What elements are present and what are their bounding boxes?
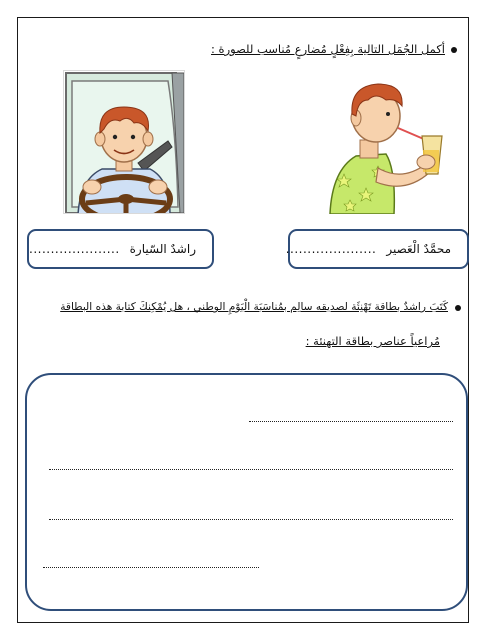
bullet-point-2: [455, 305, 461, 311]
sentence-subject-mohammed: محمَّدٌ الْعَصير: [386, 242, 451, 256]
writing-line-1[interactable]: [249, 421, 453, 422]
boy-drinking-illustration: [326, 70, 446, 214]
bullet-point-1: [451, 47, 457, 53]
writing-line-3[interactable]: [49, 519, 453, 520]
question-2-instruction-line1: كَتَبَ راشدٌ بطاقة تَهْنِئَة لصديقه سالِم بمُناسَبَة الْيَوْمِ الوطني ، هل يُمْكِنكَ كتابة هذه البطاقة: [60, 301, 448, 313]
writing-line-2[interactable]: [49, 469, 453, 470]
answer-box-juice[interactable]: [285, 229, 469, 269]
boy-drinking-juice-picture: [326, 70, 446, 214]
sentence-subject-rashed: راشدٌ السّيارة: [129, 242, 196, 256]
question-1-instruction: أكمل الجُمَل التالية بِفِعْلٍ مُضارعٍ مُناسب للصورة :: [211, 42, 445, 56]
boy-driving-illustration: [64, 71, 185, 214]
question-2-instruction-line2: مُراعياً عناصر بطاقة التهنئة :: [305, 334, 440, 348]
answer-blank-car[interactable]: .....................: [29, 242, 120, 256]
answer-box-car[interactable]: [27, 229, 214, 269]
greeting-card-writing-area[interactable]: [25, 373, 468, 611]
writing-line-4[interactable]: [43, 567, 259, 568]
boy-driving-car-picture: [63, 70, 185, 214]
answer-blank-juice[interactable]: .....................: [285, 242, 377, 256]
